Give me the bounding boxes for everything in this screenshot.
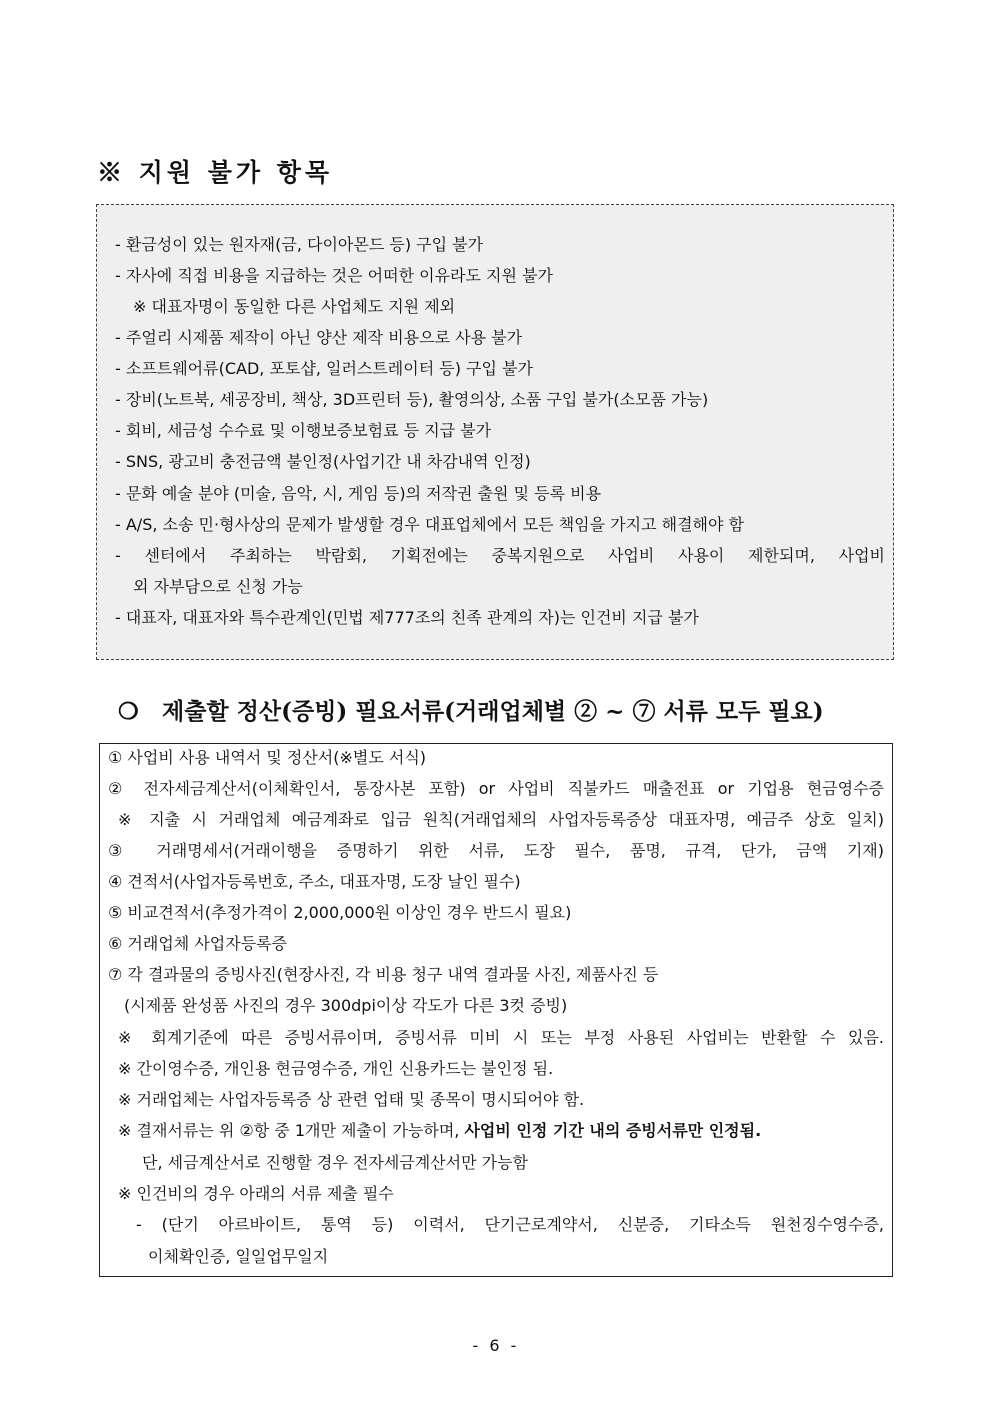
list-item: - 센터에서 주최하는 박람회, 기획전에는 중복지원으로 사업비 사용이 제한되며, 사업비 xyxy=(115,546,885,565)
list-item: - 주얼리 시제품 제작이 아닌 양산 제작 비용으로 사용 불가 xyxy=(115,328,523,347)
note-item: ※ 회계기준에 따른 증빙서류이며, 증빙서류 미비 시 또는 부정 사용된 사업비는 반환할 수 있음. xyxy=(118,1028,884,1047)
document-item-continuation: (시제품 완성품 사진의 경우 300dpi이상 각도가 다른 3컷 증빙) xyxy=(124,996,568,1015)
section-title-required-documents xyxy=(118,693,824,726)
list-item: - 장비(노트북, 세공장비, 책상, 3D프린터 등), 촬영의상, 소품 구입 불가(소모품 가능) xyxy=(115,390,709,409)
document-item: ⑥ 거래업체 사업자등록증 xyxy=(108,934,288,953)
sub-list-item-continuation: 이체확인증, 일일업무일지 xyxy=(148,1247,329,1266)
note-item: ※ 지출 시 거래업체 예금계좌로 입금 원칙(거래업체의 사업자등록증상 대표자명, 예금주 상호 일치) xyxy=(118,810,884,829)
document-item: ⑤ 비교견적서(추정가격이 2,000,000원 이상인 경우 반드시 필요) xyxy=(108,903,572,922)
circle-bullet-icon: ❍ xyxy=(118,698,139,725)
document-item: ⑦ 각 결과물의 증빙사진(현장사진, 각 비용 청구 내역 결과물 사진, 제품사진 등 xyxy=(108,965,659,984)
note-item-continuation: 단, 세금계산서로 진행할 경우 전자세금계산서만 가능함 xyxy=(142,1153,529,1172)
note-text: ※ 결재서류는 위 ②항 중 1개만 제출이 가능하며, xyxy=(118,1121,465,1140)
document-item: ② 전자세금계산서(이체확인서, 통장사본 포함) or 사업비 직불카드 매출전표 or 기업용 현금영수증 xyxy=(108,779,884,798)
sub-list-item: - (단기 아르바이트, 통역 등) 이력서, 단기근로계약서, 신분증, 기타소득 원천징수영수증, xyxy=(136,1215,884,1234)
section-title-text: 제출할 정산(증빙) 필요서류(거래업체별 ② ~ ⑦ 서류 모두 필요) xyxy=(162,698,824,725)
note-item-settlement xyxy=(118,1120,884,1142)
list-item: - 대표자, 대표자와 특수관계인(민법 제777조의 친족 관계의 자)는 인건비 지급 불가 xyxy=(115,608,699,627)
list-item: - 문화 예술 분야 (미술, 음악, 시, 게임 등)의 저작권 출원 및 등록 비용 xyxy=(115,484,602,503)
document-item: ③ 거래명세서(거래이행을 증명하기 위한 서류, 도장 필수, 품명, 규격, 단가, 금액 기재) xyxy=(108,841,884,860)
list-item: - 자사에 직접 비용을 지급하는 것은 어떠한 이유라도 지원 불가 xyxy=(115,266,553,285)
list-item: - SNS, 광고비 충전금액 불인정(사업기간 내 차감내역 인정) xyxy=(115,452,531,471)
list-item: - 소프트웨어류(CAD, 포토샵, 일러스트레이터 등) 구입 불가 xyxy=(115,359,533,378)
document-item: ① 사업비 사용 내역서 및 정산서(※별도 서식) xyxy=(108,748,427,767)
required-documents-box xyxy=(99,743,893,1277)
list-item: - 환금성이 있는 원자재(금, 다이아몬드 등) 구입 불가 xyxy=(115,235,484,254)
document-item: ④ 견적서(사업자등록번호, 주소, 대표자명, 도장 날인 필수) xyxy=(108,872,521,891)
note-item: ※ 인건비의 경우 아래의 서류 제출 필수 xyxy=(118,1184,394,1203)
section-title-unsupported-items: ※ 지원 불가 항목 xyxy=(97,158,334,187)
note-item: ※ 간이영수증, 개인용 현금영수증, 개인 신용카드는 불인정 됨. xyxy=(118,1059,554,1078)
list-item: - A/S, 소송 민·형사상의 문제가 발생할 경우 대표업체에서 모든 책임을 가지고 해결해야 함 xyxy=(115,515,744,534)
list-item-continuation: 외 자부담으로 신청 가능 xyxy=(133,577,303,596)
note-item: ※ 대표자명이 동일한 다른 사업체도 지원 제외 xyxy=(133,297,456,316)
page-number: - 6 - xyxy=(472,1336,520,1355)
list-item: - 회비, 세금성 수수료 및 이행보증보험료 등 지급 불가 xyxy=(115,421,492,440)
unsupported-items-box xyxy=(96,204,894,660)
note-item: ※ 거래업체는 사업자등록증 상 관련 업태 및 종목이 명시되어야 함. xyxy=(118,1090,585,1109)
note-emphasis-text: 사업비 인정 기간 내의 증빙서류만 인정됨. xyxy=(464,1121,762,1140)
